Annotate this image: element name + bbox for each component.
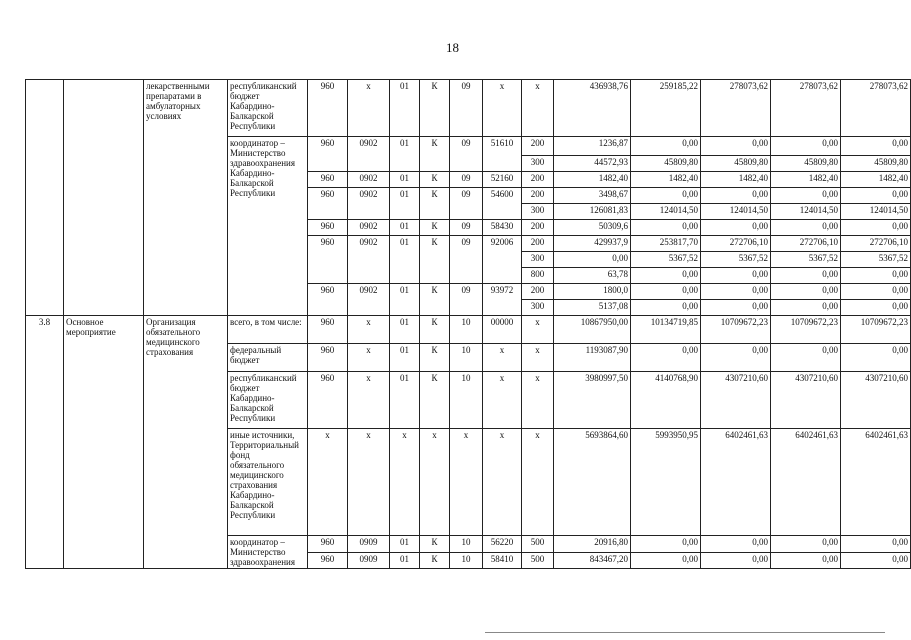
cell-code-prog: 01 — [390, 236, 420, 284]
cell-number — [26, 80, 64, 316]
cell-amount-v2: 0,00 — [631, 552, 701, 569]
cell-code-main: 09 — [450, 188, 483, 220]
cell-code-main: 10 — [450, 552, 483, 569]
cell-code-rz: х — [348, 344, 390, 372]
cell-code-rz: 0902 — [348, 188, 390, 220]
cell-code-main: 09 — [450, 220, 483, 236]
cell-amount-v3: 0,00 — [701, 268, 771, 284]
cell-amount-v2: 259185,22 — [631, 80, 701, 137]
cell-code-vr: 200 — [522, 236, 554, 252]
cell-amount-v5: 10709672,23 — [841, 316, 911, 344]
cell-code-grbs: 960 — [308, 172, 348, 188]
cell-code-sub: К — [420, 372, 450, 429]
cell-code-prog: 01 — [390, 172, 420, 188]
cell-amount-v4: 0,00 — [771, 188, 841, 204]
cell-amount-v2: 5993950,95 — [631, 429, 701, 536]
cell-funding-source: всего, в том числе: — [228, 316, 308, 344]
cell-amount-v1: 3498,67 — [554, 188, 631, 204]
cell-amount-v3: 0,00 — [701, 137, 771, 156]
cell-amount-v1: 5137,08 — [554, 300, 631, 316]
cell-code-main: 10 — [450, 536, 483, 553]
cell-amount-v1: 5693864,60 — [554, 429, 631, 536]
cell-amount-v2: 0,00 — [631, 268, 701, 284]
cell-amount-v1: 3980997,50 — [554, 372, 631, 429]
cell-amount-v1: 1482,40 — [554, 172, 631, 188]
cell-code-rz: 0902 — [348, 137, 390, 172]
cell-code-sub: К — [420, 344, 450, 372]
cell-code-dir: 51610 — [483, 137, 522, 172]
cell-amount-v2: 10134719,85 — [631, 316, 701, 344]
cell-amount-v2: 5367,52 — [631, 252, 701, 268]
cell-code-rz: х — [348, 429, 390, 536]
cell-code-dir: х — [483, 372, 522, 429]
cell-code-prog: х — [390, 429, 420, 536]
page-number: 18 — [446, 40, 459, 55]
cell-amount-v2: 4140768,90 — [631, 372, 701, 429]
cell-amount-v1: 44572,93 — [554, 156, 631, 172]
cell-code-dir: 54600 — [483, 188, 522, 220]
cell-code-main: 09 — [450, 80, 483, 137]
cell-amount-v5: 0,00 — [841, 268, 911, 284]
cell-code-main: 10 — [450, 372, 483, 429]
cell-activity-name: лекарственными препаратами в амбулаторных условиях — [144, 80, 228, 316]
cell-code-grbs: х — [308, 429, 348, 536]
cell-code-grbs: 960 — [308, 220, 348, 236]
cell-amount-v2: 45809,80 — [631, 156, 701, 172]
cell-amount-v5: 0,00 — [841, 344, 911, 372]
cell-code-sub: К — [420, 236, 450, 284]
cell-amount-v4: 45809,80 — [771, 156, 841, 172]
cell-amount-v1: 843467,20 — [554, 552, 631, 569]
cell-amount-v4: 0,00 — [771, 536, 841, 553]
cell-code-vr: х — [522, 429, 554, 536]
cell-amount-v4: 272706,10 — [771, 236, 841, 252]
cell-amount-v2: 0,00 — [631, 536, 701, 553]
cell-amount-v5: 278073,62 — [841, 80, 911, 137]
cell-code-sub: К — [420, 536, 450, 553]
cell-code-grbs: 960 — [308, 80, 348, 137]
cell-code-rz: 0902 — [348, 236, 390, 284]
cell-code-rz: х — [348, 316, 390, 344]
cell-code-vr: 300 — [522, 204, 554, 220]
cell-amount-v3: 0,00 — [701, 536, 771, 553]
table-row — [26, 80, 911, 137]
cell-amount-v3: 5367,52 — [701, 252, 771, 268]
cell-code-main: 09 — [450, 236, 483, 284]
cell-code-vr: 300 — [522, 252, 554, 268]
cell-amount-v4: 0,00 — [771, 137, 841, 156]
cell-code-grbs: 960 — [308, 316, 348, 344]
cell-amount-v2: 0,00 — [631, 137, 701, 156]
cell-amount-v1: 126081,83 — [554, 204, 631, 220]
cell-funding-source: республиканский бюджет Кабардино-Балкарской Республики — [228, 372, 308, 429]
cell-code-vr: 200 — [522, 284, 554, 300]
cell-code-main: 10 — [450, 344, 483, 372]
cell-code-vr: х — [522, 80, 554, 137]
cell-amount-v4: 0,00 — [771, 268, 841, 284]
cell-code-rz: 0909 — [348, 536, 390, 553]
cell-amount-v3: 0,00 — [701, 344, 771, 372]
cell-code-dir: 58410 — [483, 552, 522, 569]
cell-code-vr: 800 — [522, 268, 554, 284]
cell-code-prog: 01 — [390, 316, 420, 344]
cell-amount-v2: 1482,40 — [631, 172, 701, 188]
cell-code-dir: х — [483, 80, 522, 137]
cell-code-rz: 0909 — [348, 552, 390, 569]
cell-activity-type — [64, 80, 144, 316]
cell-amount-v1: 1236,87 — [554, 137, 631, 156]
cell-funding-source: федеральный бюджет — [228, 344, 308, 372]
cell-amount-v1: 10867950,00 — [554, 316, 631, 344]
cell-code-dir: х — [483, 344, 522, 372]
cell-code-rz: 0902 — [348, 220, 390, 236]
cell-amount-v1: 1193087,90 — [554, 344, 631, 372]
cell-funding-source: республиканский бюджет Кабардино-Балкарской Республики — [228, 80, 308, 137]
cell-code-vr: х — [522, 344, 554, 372]
cell-code-prog: 01 — [390, 220, 420, 236]
cell-amount-v5: 0,00 — [841, 188, 911, 204]
cell-amount-v2: 0,00 — [631, 344, 701, 372]
cell-code-grbs: 960 — [308, 372, 348, 429]
cell-code-rz: х — [348, 80, 390, 137]
cell-amount-v1: 0,00 — [554, 252, 631, 268]
cell-funding-source: координатор – Министерство здравоохранения Кабардино-Балкарской Республики — [228, 137, 308, 316]
cell-amount-v1: 429937,9 — [554, 236, 631, 252]
cell-code-vr: х — [522, 316, 554, 344]
cell-code-grbs: 960 — [308, 344, 348, 372]
cell-amount-v3: 1482,40 — [701, 172, 771, 188]
cell-amount-v5: 6402461,63 — [841, 429, 911, 536]
cell-amount-v3: 0,00 — [701, 552, 771, 569]
cell-amount-v5: 45809,80 — [841, 156, 911, 172]
cell-amount-v3: 272706,10 — [701, 236, 771, 252]
cell-amount-v3: 45809,80 — [701, 156, 771, 172]
cell-amount-v5: 0,00 — [841, 220, 911, 236]
cell-code-vr: 200 — [522, 137, 554, 156]
cell-amount-v2: 0,00 — [631, 220, 701, 236]
cell-code-sub: К — [420, 552, 450, 569]
cell-code-sub: К — [420, 137, 450, 172]
cell-code-vr: 300 — [522, 300, 554, 316]
budget-table — [25, 79, 911, 569]
cell-amount-v2: 0,00 — [631, 188, 701, 204]
cell-amount-v4: 0,00 — [771, 552, 841, 569]
cell-amount-v2: 0,00 — [631, 300, 701, 316]
cell-code-sub: К — [420, 316, 450, 344]
cell-amount-v4: 278073,62 — [771, 80, 841, 137]
cell-amount-v1: 436938,76 — [554, 80, 631, 137]
cell-amount-v5: 0,00 — [841, 536, 911, 553]
cell-code-rz: 0902 — [348, 284, 390, 316]
cell-code-prog: 01 — [390, 536, 420, 553]
cell-amount-v2: 253817,70 — [631, 236, 701, 252]
cell-code-prog: 01 — [390, 372, 420, 429]
cell-funding-source: координатор – Министерство здравоохранения — [228, 536, 308, 569]
cell-amount-v3: 0,00 — [701, 220, 771, 236]
cell-code-prog: 01 — [390, 284, 420, 316]
cell-amount-v3: 0,00 — [701, 188, 771, 204]
cell-activity-type: Основное мероприятие — [64, 316, 144, 569]
cell-amount-v5: 4307210,60 — [841, 372, 911, 429]
cell-amount-v4: 1482,40 — [771, 172, 841, 188]
cell-code-grbs: 960 — [308, 284, 348, 316]
cell-amount-v4: 0,00 — [771, 300, 841, 316]
cell-code-dir: 00000 — [483, 316, 522, 344]
cell-code-prog: 01 — [390, 344, 420, 372]
cell-amount-v5: 1482,40 — [841, 172, 911, 188]
cell-code-sub: х — [420, 429, 450, 536]
cell-code-vr: 500 — [522, 536, 554, 553]
cell-code-rz: 0902 — [348, 172, 390, 188]
cell-code-grbs: 960 — [308, 188, 348, 220]
cell-code-main: х — [450, 429, 483, 536]
cell-code-dir: 58430 — [483, 220, 522, 236]
cell-code-vr: 500 — [522, 552, 554, 569]
cell-code-vr: х — [522, 372, 554, 429]
cell-amount-v3: 0,00 — [701, 284, 771, 300]
cell-amount-v5: 5367,52 — [841, 252, 911, 268]
cell-amount-v4: 6402461,63 — [771, 429, 841, 536]
cell-code-rz: х — [348, 372, 390, 429]
cell-amount-v4: 0,00 — [771, 344, 841, 372]
cell-code-sub: К — [420, 220, 450, 236]
cell-code-sub: К — [420, 172, 450, 188]
cell-amount-v2: 124014,50 — [631, 204, 701, 220]
cell-amount-v5: 272706,10 — [841, 236, 911, 252]
cell-code-prog: 01 — [390, 188, 420, 220]
cell-amount-v5: 124014,50 — [841, 204, 911, 220]
cell-code-dir: х — [483, 429, 522, 536]
cell-amount-v3: 6402461,63 — [701, 429, 771, 536]
cell-amount-v3: 278073,62 — [701, 80, 771, 137]
cell-code-main: 09 — [450, 137, 483, 172]
cell-amount-v5: 0,00 — [841, 137, 911, 156]
cell-code-dir: 93972 — [483, 284, 522, 316]
cell-amount-v1: 20916,80 — [554, 536, 631, 553]
cell-amount-v4: 0,00 — [771, 284, 841, 300]
cell-code-grbs: 960 — [308, 137, 348, 172]
cell-amount-v5: 0,00 — [841, 284, 911, 300]
cell-code-dir: 92006 — [483, 236, 522, 284]
cell-code-prog: 01 — [390, 80, 420, 137]
cell-code-grbs: 960 — [308, 536, 348, 553]
cell-amount-v5: 0,00 — [841, 300, 911, 316]
cell-amount-v4: 0,00 — [771, 220, 841, 236]
table-row — [26, 316, 911, 344]
cell-code-vr: 200 — [522, 220, 554, 236]
cell-activity-name: Организация обязательного медицинского страхования — [144, 316, 228, 569]
cell-code-main: 09 — [450, 284, 483, 316]
cell-code-main: 09 — [450, 172, 483, 188]
cell-amount-v3: 4307210,60 — [701, 372, 771, 429]
cell-number: 3.8 — [26, 316, 64, 569]
footer-rule — [485, 632, 885, 633]
cell-amount-v1: 1800,0 — [554, 284, 631, 300]
cell-amount-v3: 124014,50 — [701, 204, 771, 220]
cell-code-grbs: 960 — [308, 552, 348, 569]
cell-code-vr: 200 — [522, 188, 554, 204]
cell-code-main: 10 — [450, 316, 483, 344]
cell-code-sub: К — [420, 284, 450, 316]
cell-code-dir: 52160 — [483, 172, 522, 188]
cell-code-grbs: 960 — [308, 236, 348, 284]
cell-funding-source: иные источники, Территориальный фонд обязательного медицинского страхования Кабардино-Балкарской Республики — [228, 429, 308, 536]
cell-amount-v3: 0,00 — [701, 300, 771, 316]
cell-amount-v2: 0,00 — [631, 284, 701, 300]
cell-code-sub: К — [420, 80, 450, 137]
cell-code-sub: К — [420, 188, 450, 220]
cell-code-dir: 56220 — [483, 536, 522, 553]
cell-code-vr: 300 — [522, 156, 554, 172]
cell-code-prog: 01 — [390, 552, 420, 569]
cell-amount-v1: 63,78 — [554, 268, 631, 284]
cell-amount-v4: 5367,52 — [771, 252, 841, 268]
cell-amount-v4: 124014,50 — [771, 204, 841, 220]
cell-amount-v5: 0,00 — [841, 552, 911, 569]
cell-code-prog: 01 — [390, 137, 420, 172]
cell-amount-v3: 10709672,23 — [701, 316, 771, 344]
cell-code-vr: 200 — [522, 172, 554, 188]
cell-amount-v4: 4307210,60 — [771, 372, 841, 429]
cell-amount-v4: 10709672,23 — [771, 316, 841, 344]
cell-amount-v1: 50309,6 — [554, 220, 631, 236]
